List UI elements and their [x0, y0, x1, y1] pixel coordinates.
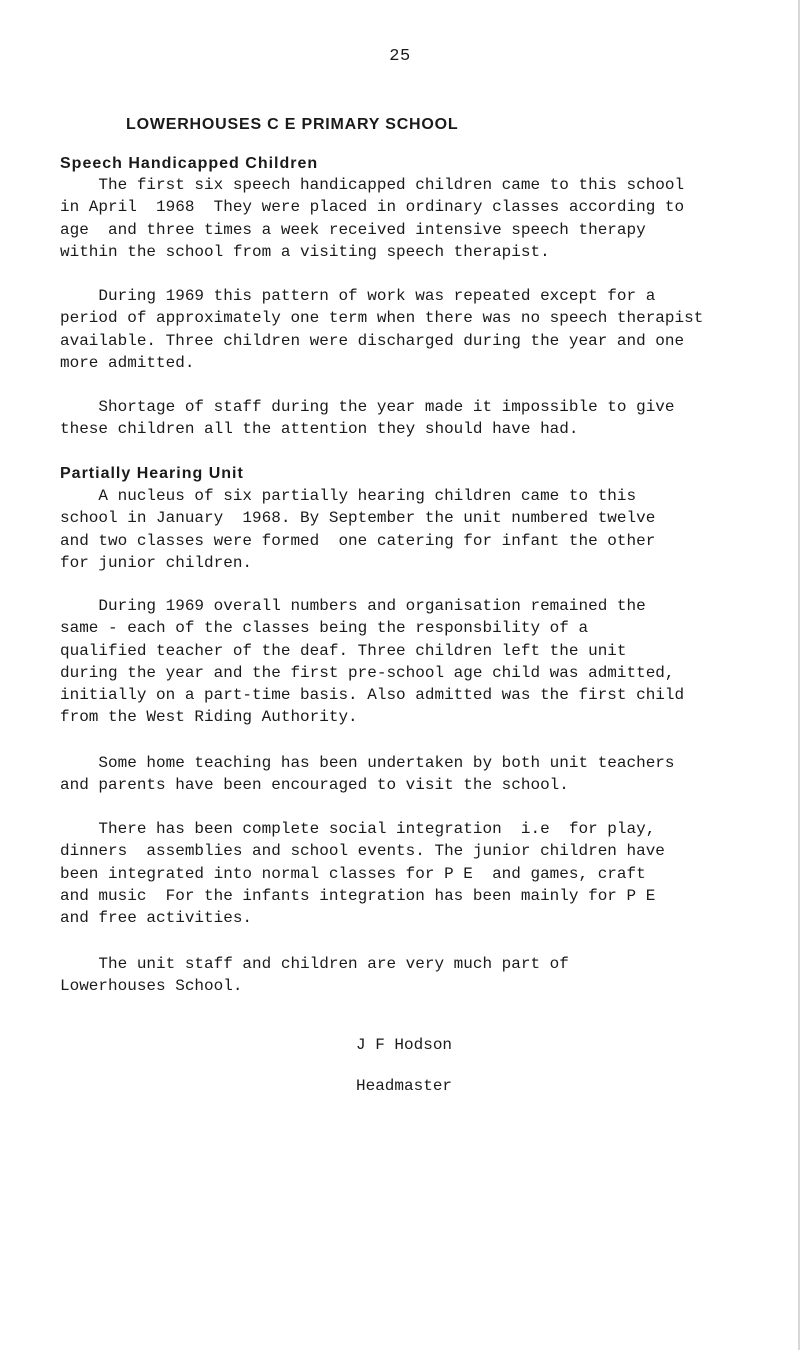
hearing-paragraph-4: There has been complete social integration i.e for play, dinners assemblies and school events. The junior children have been integrated into normal classes for P E and games, craft and music For the infants integration has been mainly for P E and free activities.	[60, 820, 665, 928]
speech-section-heading: Speech Handicapped Children	[60, 155, 319, 172]
page-number: 25	[389, 47, 411, 66]
hearing-paragraph-5: The unit staff and children are very much part of Lowerhouses School.	[60, 955, 569, 996]
hearing-section-heading: Partially Hearing Unit	[60, 465, 244, 482]
signature-name: J F Hodson	[356, 1036, 453, 1054]
speech-paragraph-3: Shortage of staff during the year made it impossible to give these children all the attention they should have had.	[60, 398, 675, 439]
hearing-paragraph-3: Some home teaching has been undertaken by both unit teachers and parents have been encouraged to visit the school.	[60, 754, 675, 795]
speech-paragraph-1: The first six speech handicapped children came to this school in April 1968 They were placed in ordinary classes according to age and three times a week received intensive speech therapy within the school from a visiting speech therapist.	[60, 176, 685, 261]
speech-paragraph-2: During 1969 this pattern of work was repeated except for a period of approximately one term when there was no speech therapist available. Three children were discharged during the year and one more admitted.	[60, 287, 704, 372]
signature-title: Headmaster	[356, 1077, 453, 1095]
hearing-paragraph-1: A nucleus of six partially hearing children came to this school in January 1968. By September the unit numbered twelve and two classes were formed one catering for infant the other for junior children.	[60, 487, 656, 572]
school-title: LOWERHOUSES C E PRIMARY SCHOOL	[126, 116, 459, 133]
hearing-paragraph-2: During 1969 overall numbers and organisation remained the same - each of the classes being the responsbility of a qualified teacher of the deaf. Three children left the unit during the year and the first pre-school age child was admitted, initially on a part-time basis. Also admitted was the first child from the West Riding Authority.	[60, 597, 685, 727]
